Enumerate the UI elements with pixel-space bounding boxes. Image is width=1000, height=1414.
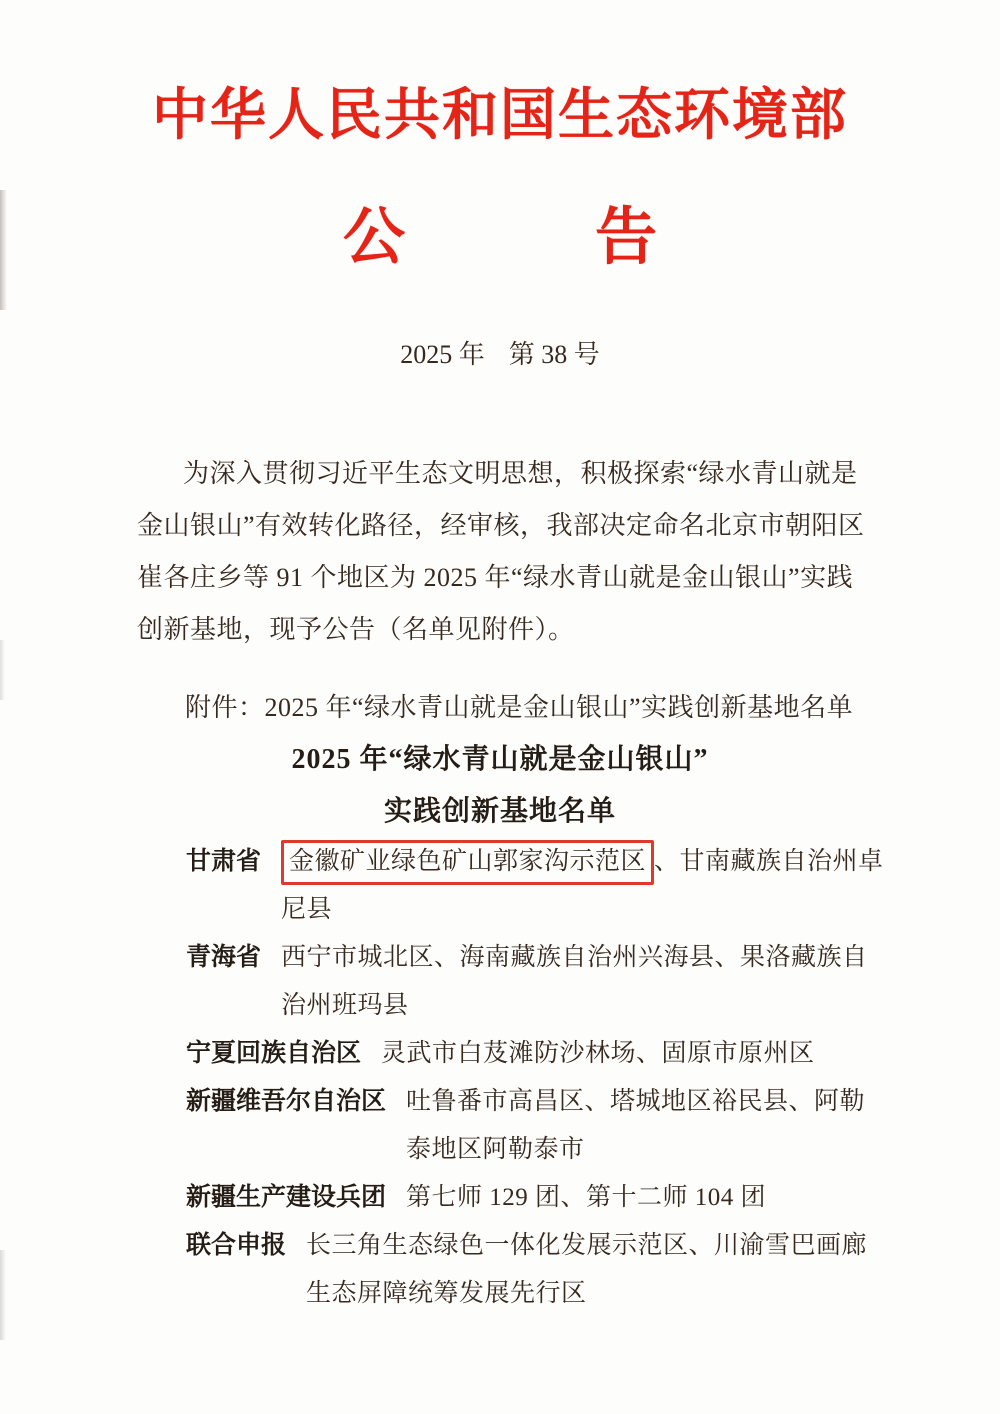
- province-label: 新疆生产建设兵团: [186, 1184, 387, 1211]
- document-number-year: 2025 年: [400, 340, 485, 369]
- announcement-heading: [0, 200, 1000, 276]
- highlighted-region: 金徽矿业绿色矿山郭家沟示范区: [281, 840, 654, 885]
- region-text: 长三角生态绿色一体化发展示范区、川渝雪巴画廊: [306, 1232, 868, 1259]
- region-text: 尼县: [281, 896, 333, 923]
- region-text: 吐鲁番市高昌区、塔城地区裕民县、阿勒: [406, 1088, 866, 1115]
- scan-artifact: [0, 640, 5, 700]
- document-number-issue: 第 38 号: [508, 340, 600, 369]
- list-row: [186, 1030, 900, 1078]
- list-row: [186, 838, 900, 934]
- row-regions: [306, 1222, 867, 1318]
- row-regions: [406, 1078, 865, 1174]
- row-regions: [406, 1174, 766, 1222]
- body-paragraph: [137, 448, 872, 656]
- attachment-title-line1: 2025 年“绿水青山就是金山银山”: [291, 744, 709, 775]
- announcement-char-1: 公: [342, 204, 405, 272]
- document-number: [0, 340, 1000, 370]
- list-row: [186, 1174, 900, 1222]
- row-regions: [281, 838, 884, 934]
- base-list: [186, 838, 900, 1318]
- region-text: 灵武市白芨滩防沙林场、固原市原州区: [381, 1040, 815, 1067]
- province-label: 甘肃省: [186, 848, 262, 875]
- region-text: 生态屏障统筹发展先行区: [306, 1280, 587, 1307]
- region-text: 治州班玛县: [281, 992, 409, 1019]
- paragraph-line: 创新基地，现予公告（名单见附件）。: [137, 615, 575, 644]
- attachment-title-line2: 实践创新基地名单: [383, 796, 616, 827]
- province-label: 联合申报: [186, 1232, 287, 1259]
- ministry-title: 中华人民共和国生态环境部: [152, 85, 848, 147]
- row-regions: [381, 1030, 815, 1078]
- province-label: 新疆维吾尔自治区: [186, 1088, 387, 1115]
- list-row: [186, 934, 900, 1030]
- list-row: [186, 1222, 900, 1318]
- announcement-char-2: 告: [595, 204, 658, 272]
- list-row: [186, 1078, 900, 1174]
- region-text: 泰地区阿勒泰市: [406, 1136, 585, 1163]
- region-text: 第七师 129 团、第十二师 104 团: [406, 1184, 767, 1211]
- attachment-note: 附件：2025 年“绿水青山就是金山银山”实践创新基地名单: [185, 693, 854, 722]
- paragraph-line: 崔各庄乡等 91 个地区为 2025 年“绿水青山就是金山银山”实践: [137, 563, 854, 592]
- region-text: 、甘南藏族自治州卓: [654, 848, 884, 875]
- paragraph-line: 为深入贯彻习近平生态文明思想，积极探索“绿水青山就是: [183, 459, 858, 488]
- region-text: 西宁市城北区、海南藏族自治州兴海县、果洛藏族自: [281, 944, 868, 971]
- province-label: 青海省: [186, 944, 262, 971]
- province-label: 宁夏回族自治区: [186, 1040, 362, 1067]
- row-regions: [281, 934, 868, 1030]
- paragraph-line: 金山银山”有效转化路径，经审核，我部决定命名北京市朝阳区: [137, 511, 865, 540]
- scan-artifact: [0, 1250, 6, 1340]
